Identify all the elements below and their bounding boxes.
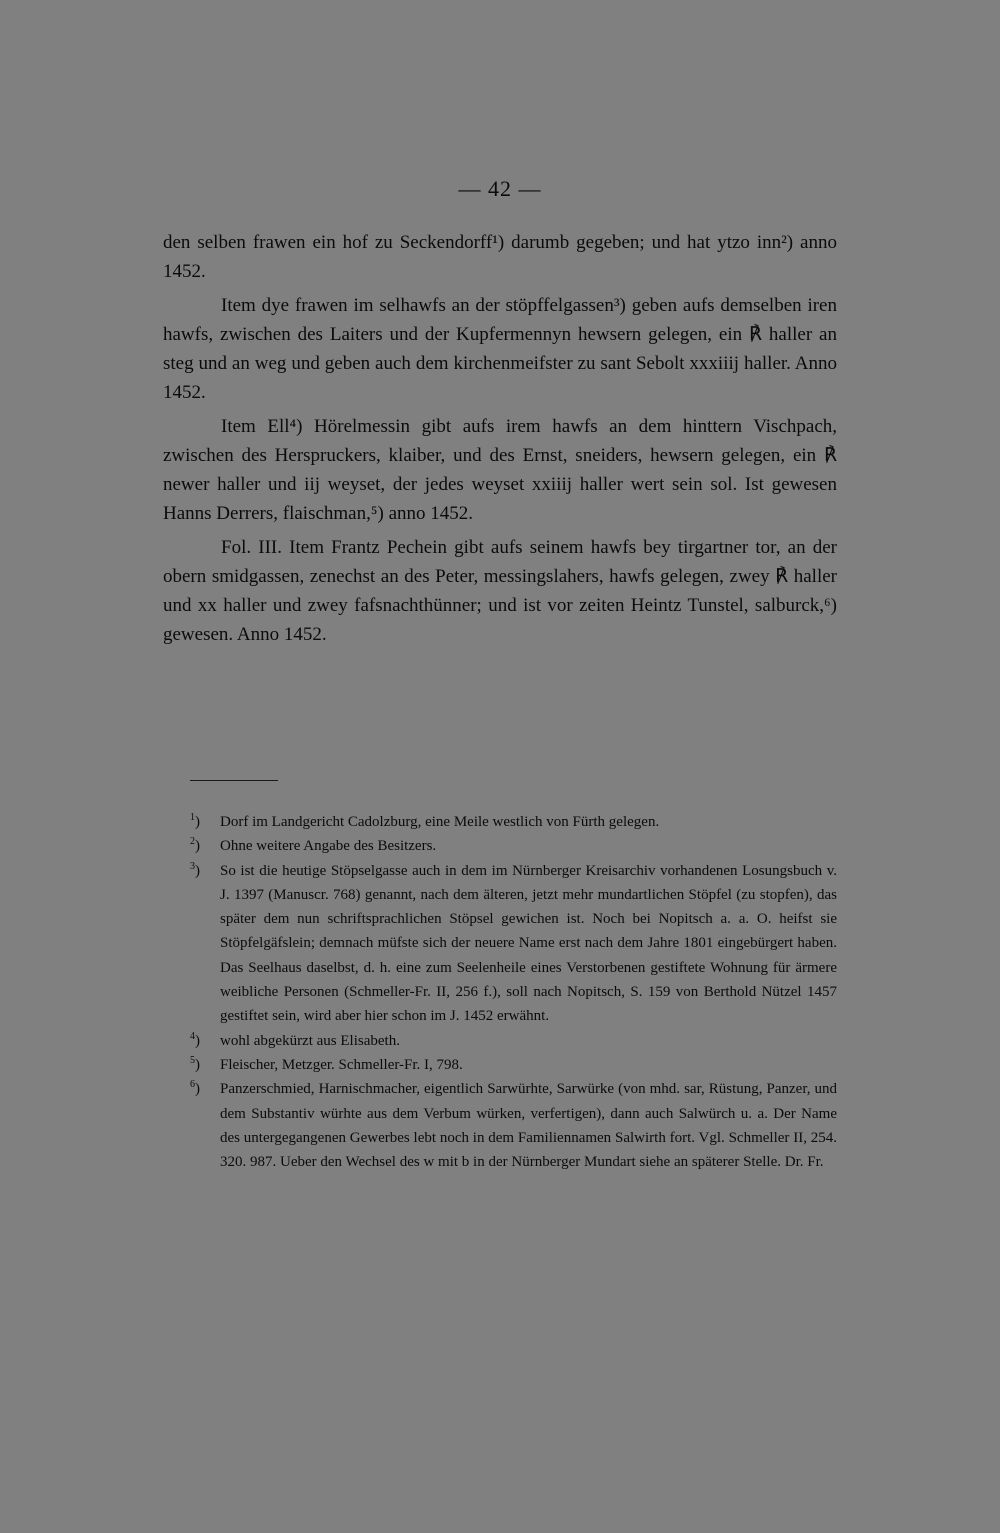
footnote-6 [190, 1077, 837, 1174]
footnote-5 [190, 1053, 837, 1077]
footnote-4 [190, 1029, 837, 1053]
footnote-separator [190, 780, 278, 781]
footnote-text: Panzerschmied, Harnischmacher, eigentlich Sarwürhte, Sarwürke (von mhd. sar, Rüstung, Panzer, und dem Substantiv würhte aus dem Verbum würken, verfertigen), dann auch Salwürch u. a. Der Name des untergegangenen Gewerbes lebt noch in dem Familiennamen Salwirth fort. Vgl. Schmeller II, 254. 320. 987. Ueber den Wechsel des w mit b in der Nürnberger Mundart siehe an späterer Stelle. Dr. Fr. [220, 1081, 837, 1171]
footnote-text: Fleischer, Metzger. Schmeller-Fr. I, 798. [220, 1056, 463, 1073]
footnotes [190, 810, 837, 1174]
footnote-2 [190, 834, 837, 858]
paragraph: Item Ell⁴) Hörelmessin gibt aufs irem hawfs an dem hinttern Vischpach, zwischen des Herspruckers, klaiber, und des Ernst, sneiders, hewsern gelegen, ein ℟ newer haller und iij weyset, der jedes weyset xxiiij haller wert sein sol. Ist gewesen Hanns Derrers, flaischman,⁵) anno 1452. [163, 416, 837, 524]
footnote-text: wohl abgekürzt aus Elisabeth. [220, 1032, 400, 1049]
paragraph: den selben frawen ein hof zu Seckendorff¹) darumb gegeben; und hat ytzo inn²) anno 1452. [163, 232, 837, 282]
footnote-marker: $^5$) [190, 1054, 200, 1073]
footnote-3 [190, 859, 837, 1029]
footnote-text: Dorf im Landgericht Cadolzburg, eine Meile westlich von Fürth gelegen. [220, 814, 660, 830]
footnote-marker: $^3$) [190, 860, 200, 879]
footnote-text: So ist die heutige Stöpselgasse auch in dem im Nürnberger Kreisarchiv vorhandenen Losungsbuch v. J. 1397 (Manuscr. 768) genannt, nach dem älteren, jetzt mehr mundartlichen Stöpfel (zu stopfen), das später dem nun schriftsprachlichen Stöpsel gewichen ist. Noch bei Nopitsch a. a. O. heifst sie Stöpfelgäfslein; demnach müfste sich der neuere Name erst nach dem Jahre 1801 eingebürgert haben. Das Seelhaus daselbst, d. h. eine zum Seelenheile eines Verstorbenen gestiftete Wohnung für ärmere weibliche Personen (Schmeller-Fr. II, 256 f.), soll nach Nopitsch, S. 159 von Berthold Nützel 1457 gestiftet sein, wird aber hier schon im J. 1452 erwähnt. [220, 862, 837, 1025]
footnote-1 [190, 810, 837, 834]
footnote-text: Ohne weitere Angabe des Besitzers. [220, 838, 437, 855]
paragraph: Fol. III. Item Frantz Pechein gibt aufs seinem hawfs bey tirgartner tor, an der obern smidgassen, zenechst an des Peter, messingslahers, hawfs gelegen, zwey ℟ haller und xx haller und zwey fafsnachthünner; und ist vor zeiten Heintz Tunstel, salburck,⁶) gewesen. Anno 1452. [163, 537, 837, 645]
main-text [163, 228, 837, 654]
paragraph: Item dye frawen im selhawfs an der stöpffelgassen³) geben aufs demselben iren hawfs, zwischen des Laiters und der Kupfermennyn hewsern gelegen, ein ℟ haller an steg und an weg und geben auch dem kirchenmeifster zu sant Sebolt xxxiiij haller. Anno 1452. [163, 295, 837, 403]
footnote-marker: $^6$) [190, 1079, 200, 1098]
footnote-marker: $^1$) [190, 812, 200, 830]
page-number: — 42 — [458, 176, 542, 201]
footnote-marker: $^4$) [190, 1030, 200, 1049]
footnote-marker: $^2$) [190, 836, 200, 855]
